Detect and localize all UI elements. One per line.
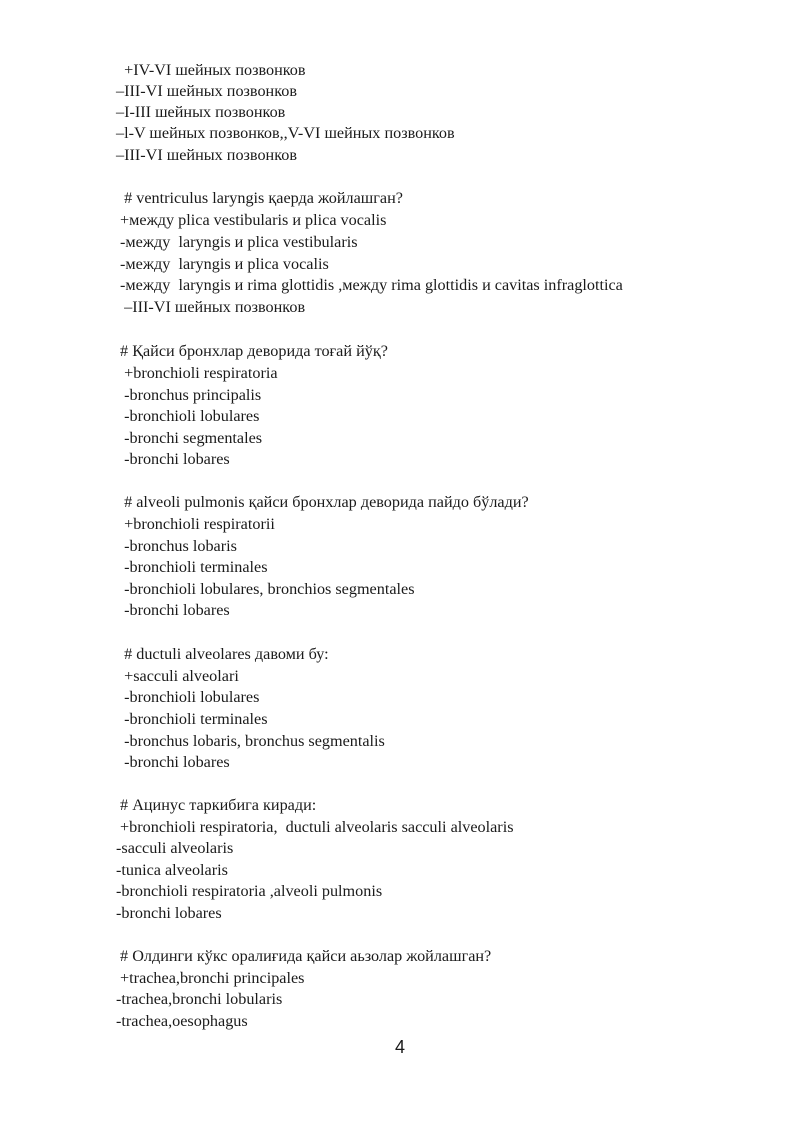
answer-line: -bronchioli lobulares, bronchios segmentales [116, 580, 415, 598]
answer-line: +bronchioli respiratoria, ductuli alveolaris sacculi alveolaris [116, 818, 514, 836]
answer-line: -между laryngis и plica vestibularis [116, 233, 358, 251]
answer-line: -bronchi lobares [116, 601, 230, 619]
page-number: 4 [394, 1037, 405, 1057]
answer-line: -bronchus lobaris, bronchus segmentalis [116, 732, 385, 750]
answer-line: -между laryngis и rima glottidis ,между rima glottidis и cavitas infraglottica [116, 276, 623, 294]
answer-line: +IV-VI шейных позвонков [116, 61, 306, 79]
answer-line: +bronchioli respiratorii [116, 515, 275, 533]
question-line: # ductuli alveolares давоми бу: [116, 645, 329, 663]
question-line: # ventriculus laryngis қаерда жойлашган? [116, 189, 403, 207]
answer-line: –III-VI шейных позвонков [116, 298, 306, 316]
answer-line: -sacculi alveolaris [116, 839, 234, 857]
answer-line: -bronchus lobaris [116, 537, 237, 555]
answer-line: -bronchioli lobulares [116, 688, 260, 706]
answer-line: -bronchi lobares [116, 450, 230, 468]
question-line: # alveoli pulmonis қайси бронхлар деворида пайдо бўлади? [116, 493, 529, 511]
answer-line: –III-VI шейных позвонков [116, 146, 297, 164]
answer-line: -между laryngis и plica vocalis [116, 255, 329, 273]
answer-line: -bronchus principalis [116, 386, 262, 404]
answer-line: +sacculi alveolari [116, 667, 239, 685]
answer-line: +между plica vestibularis и plica vocalis [116, 211, 387, 229]
answer-line: –III-VI шейных позвонков [116, 82, 297, 100]
answer-line: -bronchi lobares [116, 904, 222, 922]
answer-line: +bronchioli respiratoria [116, 364, 278, 382]
question-line: # Ацинус таркибига киради: [116, 796, 317, 814]
answer-line: -bronchioli respiratoria ,alveoli pulmonis [116, 882, 383, 900]
question-line: # Қайси бронхлар деворида тоғай йўқ? [116, 342, 388, 360]
answer-line: –l-V шейных позвонков,,V-VI шейных позвонков [116, 124, 455, 142]
answer-line: -tunica alveolaris [116, 861, 228, 879]
answer-line: -bronchioli terminales [116, 558, 268, 576]
answer-line: -bronchioli lobulares [116, 407, 260, 425]
answer-line: -bronchi segmentales [116, 429, 263, 447]
answer-line: –I-III шейных позвонков [116, 103, 286, 121]
answer-line: -bronchi lobares [116, 753, 230, 771]
answer-line: -trachea,bronchi lobularis [116, 990, 283, 1008]
answer-line: +trachea,bronchi principales [116, 969, 305, 987]
question-line: # Олдинги кўкс оралиғида қайси аьзолар жойлашган? [116, 947, 492, 965]
answer-line: -trachea,oesophagus [116, 1012, 248, 1030]
answer-line: -bronchioli terminales [116, 710, 268, 728]
